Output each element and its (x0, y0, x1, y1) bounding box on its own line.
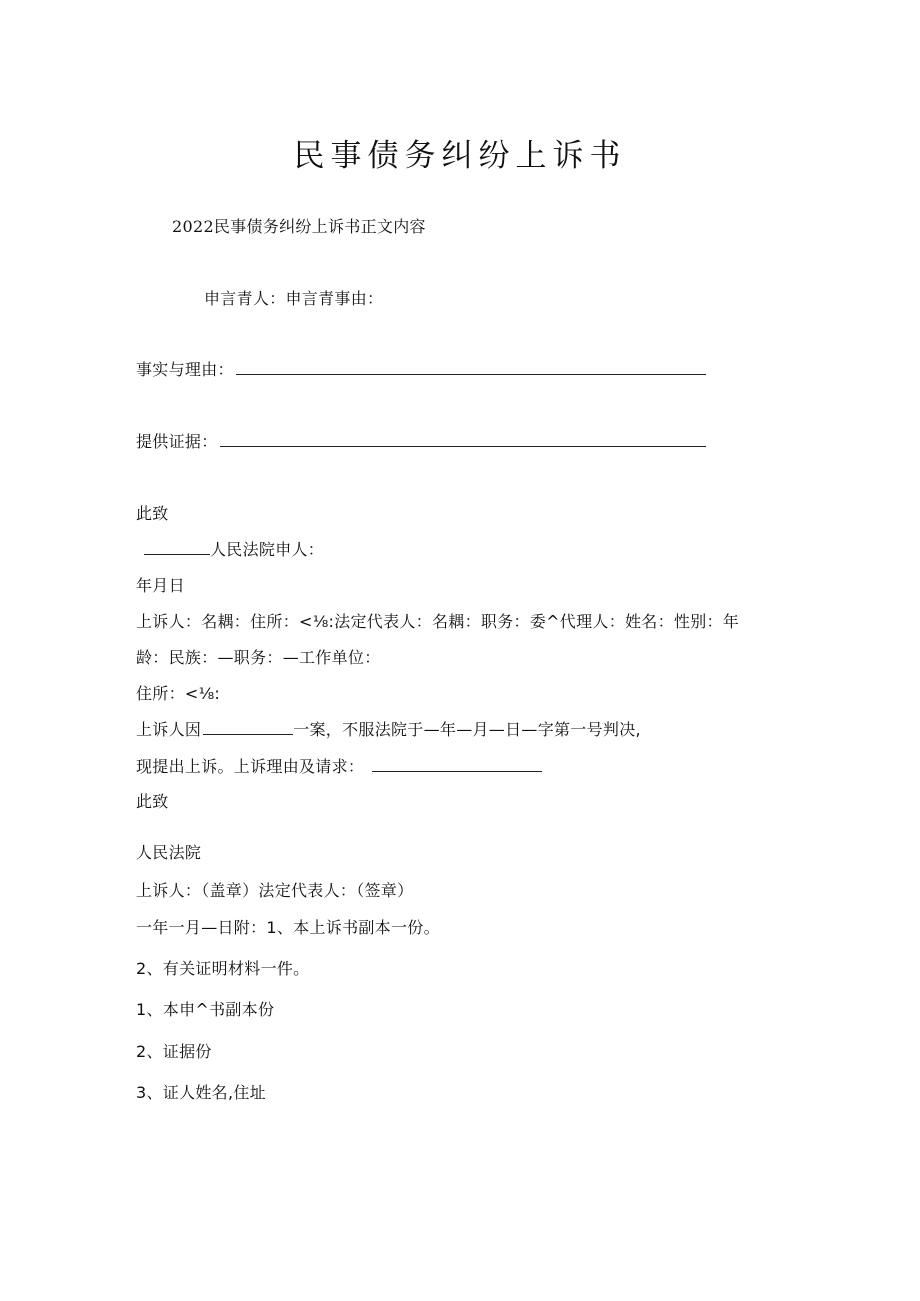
regards-line-1: 此致 (136, 504, 169, 523)
evidence-blank (220, 431, 706, 447)
case-line (136, 719, 641, 741)
evidence-label: 提供证据： (136, 432, 218, 451)
court-applicant-line (136, 539, 324, 561)
attach-item-2: 2、有关证明材料一件。 (136, 959, 310, 978)
document-subtitle: 2022民事债务纠纷上诉书正文内容 (172, 217, 426, 236)
request-label: 现提出上诉。上诉理由及请求： (136, 757, 365, 776)
list-item-3: 3、证人姓名,住址 (136, 1083, 266, 1102)
appellant-info-line-2: 龄：民族：—职务：—工作单位： (136, 648, 381, 667)
court-line: 人民法院 (136, 843, 202, 862)
facts-line (136, 359, 706, 381)
court-applicant-label: 人民法院申人： (210, 540, 325, 559)
residence-line: 住所：<⅛: (136, 684, 221, 703)
court-name-blank (144, 539, 210, 555)
regards-line-2: 此致 (136, 792, 169, 811)
signature-line: 上诉人：（盖章）法定代表人：（签章） (136, 881, 414, 900)
appellant-info-line-1: 上诉人：名耦：住所：<⅛:法定代表人：名耦：职务：委^代理人：姓名：性别：年 (136, 612, 740, 631)
document-title: 民事债务纠纷上诉书 (293, 138, 627, 174)
date-line-1: 年月日 (136, 576, 185, 595)
applicant-line: 申言青人：申言青事由： (204, 289, 384, 308)
case-prefix: 上诉人因 (136, 720, 202, 739)
list-item-1: 1、本申^书副本份 (136, 1000, 275, 1019)
case-suffix: 一案，不服法院于—年—月—日—字第一号判决, (293, 720, 641, 739)
case-blank (203, 719, 293, 735)
evidence-line (136, 431, 706, 453)
request-line (136, 756, 542, 778)
facts-label: 事实与理由： (136, 360, 234, 379)
facts-blank (236, 359, 706, 375)
list-item-2: 2、证据份 (136, 1042, 212, 1061)
date-attach-line: 一年一月—日附：1、本上诉书副本一份。 (136, 918, 440, 937)
request-blank (372, 756, 542, 772)
